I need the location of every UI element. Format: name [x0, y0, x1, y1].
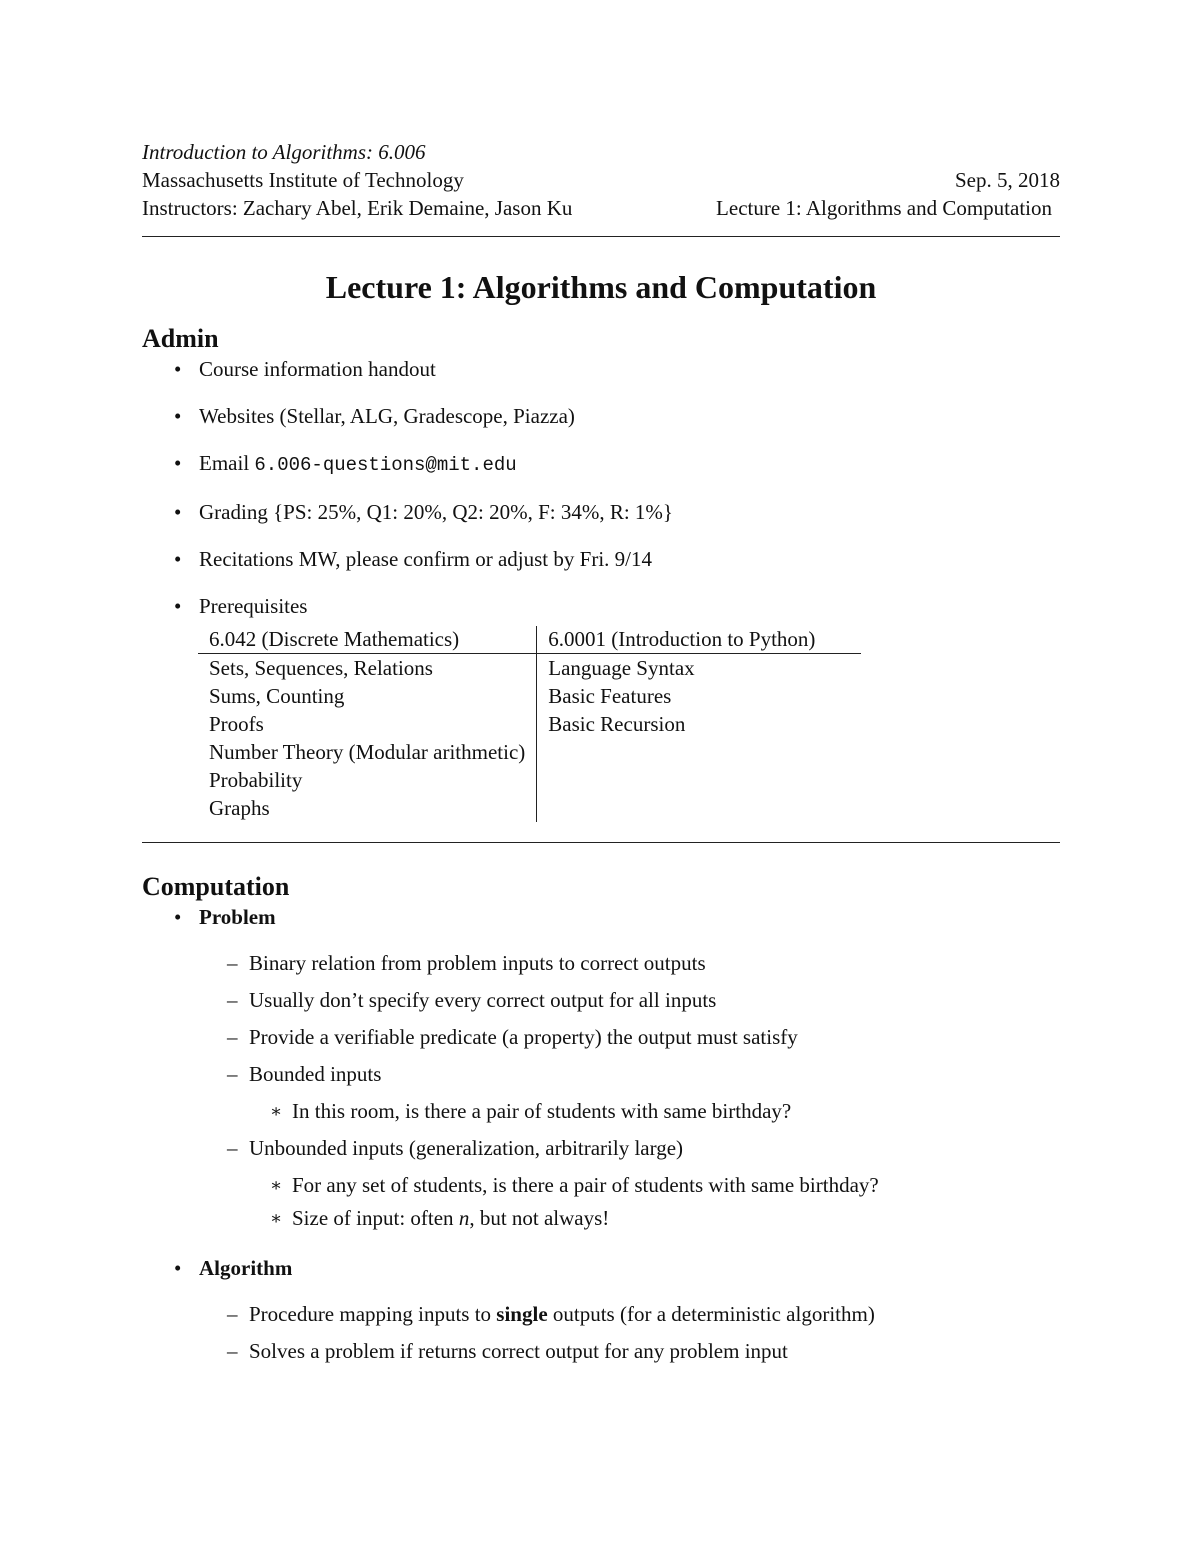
instructors: Instructors: Zachary Abel, Erik Demaine, Jason Ku: [142, 196, 573, 220]
size-text-after: , but not always!: [469, 1206, 610, 1230]
list-item: [142, 949, 1060, 977]
header-divider: [142, 236, 1060, 237]
table-row: [198, 766, 861, 794]
bounded-sublist: [142, 1097, 1060, 1125]
grading-text: Grading {PS: 25%, Q1: 20%, Q2: 20%, F: 34%, R: 1%}: [199, 500, 673, 524]
lecture-reference: Lecture 1: Algorithms and Computation: [716, 196, 1052, 220]
list-item: [142, 1204, 1060, 1232]
table-cell: [537, 794, 862, 822]
table-cell: Graphs: [198, 794, 537, 822]
course-title: Introduction to Algorithms: 6.006: [142, 140, 426, 164]
table-cell: Language Syntax: [548, 656, 695, 680]
table-cell: Basic Recursion: [548, 712, 686, 736]
page-title: Lecture 1: Algorithms and Computation: [325, 269, 877, 305]
table-cell: Probability: [198, 766, 537, 794]
course-info-text: Course information handout: [199, 357, 436, 381]
websites-text: Websites (Stellar, ALG, Gradescope, Piazza): [199, 404, 575, 428]
table-row: [198, 682, 861, 710]
problem-sublist: [142, 949, 1060, 1232]
admin-item-recitations: [142, 545, 1060, 573]
admin-item-grading: [142, 498, 1060, 526]
unbounded-example-text: For any set of students, is there a pair of students with same birthday?: [292, 1173, 879, 1197]
problem-item: [142, 903, 1060, 1232]
list-item: [142, 1337, 1060, 1365]
email-label: Email: [199, 451, 250, 475]
table-cell: Sums, Counting: [198, 682, 537, 710]
table-cell: [537, 738, 862, 766]
prerequisites-table: [198, 626, 861, 822]
procedure-text-after: outputs (for a deterministic algorithm): [552, 1302, 875, 1326]
computation-list: [142, 903, 1060, 1365]
size-text-before: Size of input: often: [292, 1206, 454, 1230]
table-row: [198, 654, 861, 683]
email-address: 6.006-questions@mit.edu: [254, 454, 517, 476]
solves-text: Solves a problem if returns correct output for any problem input: [249, 1339, 788, 1363]
table-row: [198, 794, 861, 822]
institution-line: [142, 166, 1060, 194]
table-cell: [537, 766, 862, 794]
list-item: [142, 1134, 1060, 1232]
lecture-date: Sep. 5, 2018: [955, 168, 1060, 192]
admin-item-email: [142, 449, 1060, 479]
table-cell: Basic Features: [548, 684, 672, 708]
usually-text: Usually don’t specify every correct output for all inputs: [249, 988, 717, 1012]
table-header-discrete-math: 6.042 (Discrete Mathematics): [198, 626, 537, 654]
table-header-row: [198, 626, 861, 654]
course-title-line: [142, 138, 1060, 166]
admin-item-websites: [142, 402, 1060, 430]
institution: Massachusetts Institute of Technology: [142, 168, 464, 192]
table-row: [198, 710, 861, 738]
list-item: [142, 1097, 1060, 1125]
admin-list: [142, 355, 1060, 620]
table-cell: Sets, Sequences, Relations: [198, 654, 537, 683]
computation-heading: Computation: [142, 872, 290, 901]
table-header-python: 6.0001 (Introduction to Python): [537, 626, 862, 654]
admin-heading: Admin: [142, 324, 219, 353]
list-item: [142, 1060, 1060, 1125]
instructors-line: [142, 194, 1060, 222]
bounded-example-text: In this room, is there a pair of students with same birthday?: [292, 1099, 792, 1123]
algorithm-sublist: [142, 1300, 1060, 1365]
list-item: [142, 986, 1060, 1014]
procedure-bold: single: [496, 1302, 548, 1326]
table-row: [198, 738, 861, 766]
procedure-text-before: Procedure mapping inputs to: [249, 1302, 492, 1326]
admin-item-prerequisites: [142, 592, 1060, 620]
prerequisites-text: Prerequisites: [199, 594, 308, 618]
bounded-inputs-text: Bounded inputs: [249, 1062, 382, 1086]
problem-label: Problem: [199, 905, 276, 929]
lecture-page: [142, 138, 1060, 1365]
size-variable: n: [458, 1206, 470, 1230]
list-item: [142, 1171, 1060, 1199]
unbounded-sublist: [142, 1171, 1060, 1232]
list-item: [142, 1023, 1060, 1051]
table-cell: Number Theory (Modular arithmetic): [198, 738, 537, 766]
predicate-text: Provide a verifiable predicate (a property) the output must satisfy: [249, 1025, 798, 1049]
binary-relation-text: Binary relation from problem inputs to correct outputs: [249, 951, 706, 975]
unbounded-inputs-text: Unbounded inputs (generalization, arbitrarily large): [249, 1136, 684, 1160]
admin-item-course-info: [142, 355, 1060, 383]
table-cell: Proofs: [198, 710, 537, 738]
section-divider: [142, 842, 1060, 843]
list-item: [142, 1300, 1060, 1328]
algorithm-item: [142, 1254, 1060, 1365]
recitations-text: Recitations MW, please confirm or adjust by Fri. 9/14: [199, 547, 652, 571]
algorithm-label: Algorithm: [199, 1256, 293, 1280]
